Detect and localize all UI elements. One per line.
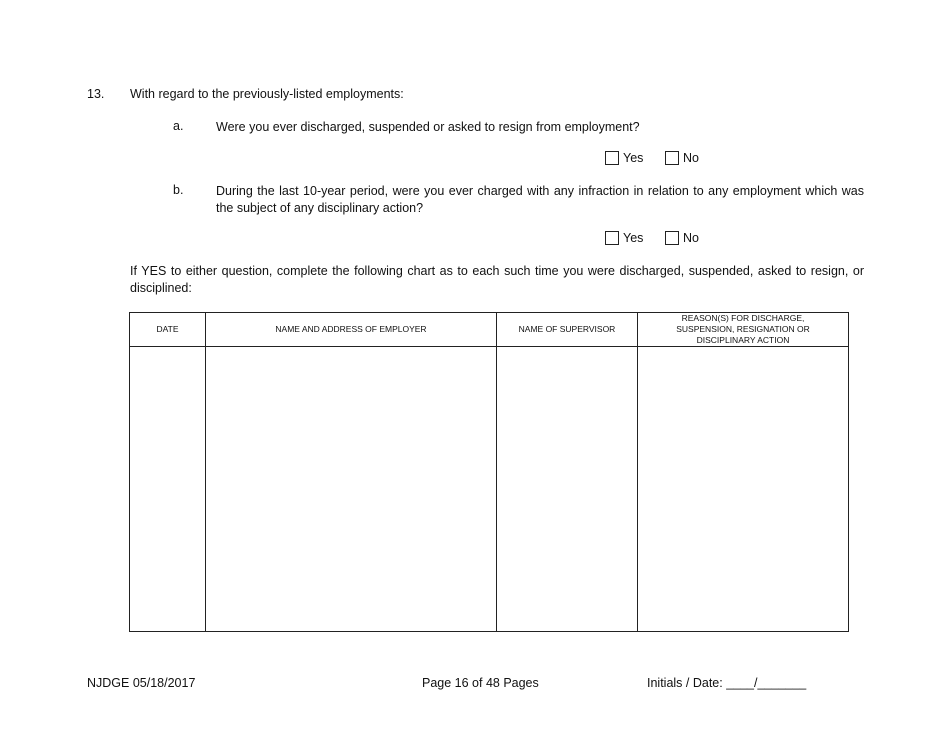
- cell-supervisor[interactable]: [497, 347, 638, 632]
- header-supervisor: NAME OF SUPERVISOR: [497, 313, 638, 347]
- no-checkbox-a[interactable]: [665, 151, 679, 165]
- cell-date[interactable]: [130, 347, 206, 632]
- question-text: With regard to the previously-listed employments:: [130, 87, 404, 101]
- chart-instruction: If YES to either question, complete the following chart as to each such time you were discharged, suspended, asked to resign, or disciplined:: [130, 264, 864, 295]
- yes-label-a: Yes: [623, 151, 644, 165]
- footer-page-number: Page 16 of 48 Pages: [422, 676, 539, 690]
- chart-header-row: [130, 313, 849, 347]
- sub-question-b-yes[interactable]: [605, 231, 643, 245]
- cell-employer[interactable]: [206, 347, 497, 632]
- sub-question-a-letter: a.: [173, 119, 184, 133]
- chart-entry-row: [130, 347, 849, 632]
- discipline-chart: [129, 312, 849, 632]
- header-employer: NAME AND ADDRESS OF EMPLOYER: [206, 313, 497, 347]
- header-reason: REASON(S) FOR DISCHARGE, SUSPENSION, RESIGNATION OR DISCIPLINARY ACTION: [638, 313, 849, 347]
- yes-checkbox-b[interactable]: [605, 231, 619, 245]
- sub-question-a-text: Were you ever discharged, suspended or asked to resign from employment?: [216, 120, 640, 134]
- footer-initials-date: Initials / Date: ____/_______: [647, 676, 807, 690]
- no-label-a: No: [683, 151, 699, 165]
- yes-checkbox-a[interactable]: [605, 151, 619, 165]
- sub-question-b-letter: b.: [173, 183, 184, 197]
- no-label-b: No: [683, 231, 699, 245]
- no-checkbox-b[interactable]: [665, 231, 679, 245]
- sub-question-b-text: During the last 10-year period, were you ever charged with any infraction in relation to any employment which was the subject of any disciplinary action?: [216, 184, 864, 215]
- question-number: 13.: [87, 87, 105, 101]
- sub-question-a-yes[interactable]: [605, 151, 643, 165]
- footer-form-id: NJDGE 05/18/2017: [87, 676, 196, 690]
- sub-question-b-no[interactable]: [665, 231, 699, 245]
- sub-question-a-no[interactable]: [665, 151, 699, 165]
- cell-reason[interactable]: [638, 347, 849, 632]
- header-date: DATE: [130, 313, 206, 347]
- yes-label-b: Yes: [623, 231, 644, 245]
